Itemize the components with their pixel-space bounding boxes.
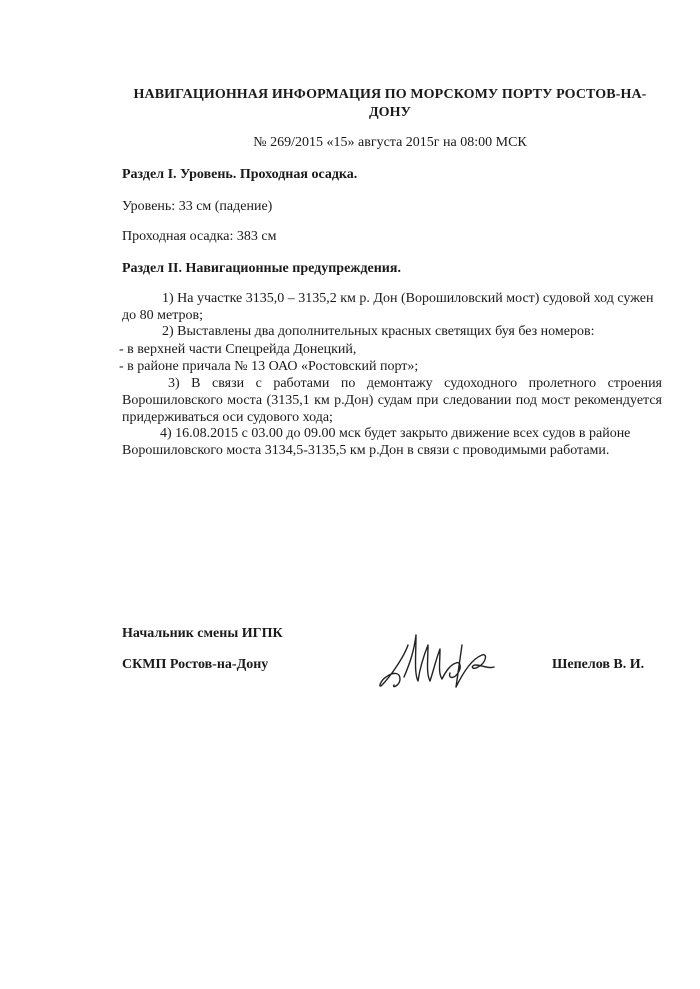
- warning-item-2-line-3: - в районе причала № 13 ОАО «Ростовский порт»;: [119, 359, 419, 374]
- warning-item-2: [122, 323, 662, 340]
- warning-item-3-line-3: придерживаться оси судового хода;: [122, 410, 333, 425]
- water-level-text: Уровень: 33 см (падение): [122, 199, 273, 214]
- handwritten-signature: [370, 615, 520, 705]
- warning-item-2-line-2: - в верхней части Спецрейда Донецкий,: [119, 342, 357, 357]
- warning-item-4: [122, 425, 662, 459]
- warning-item-3-line-1: 3) В связи с работами по демонтажу судоходного пролетного строения: [168, 376, 662, 391]
- signer-position-line-2: СКМП Ростов-на-Дону: [122, 657, 269, 672]
- warning-item-2-line-1: 2) Выставлены два дополнительных красных светящих буя без номеров:: [162, 324, 595, 339]
- section-2-heading: Раздел II. Навигационные предупреждения.: [122, 261, 401, 276]
- passage-draft-text: Проходная осадка: 383 см: [122, 229, 277, 244]
- warning-item-4-line-2: Ворошиловского моста 3134,5-3135,5 км р.Дон в связи с проводимыми работами.: [122, 443, 610, 458]
- signer-position-line-1: Начальник смены ИГПК: [122, 626, 283, 641]
- document-subtitle: № 269/2015 «15» августа 2015г на 08:00 МСК: [253, 135, 527, 150]
- document-title-line-1: НАВИГАЦИОННАЯ ИНФОРМАЦИЯ ПО МОРСКОМУ ПОРТУ РОСТОВ-НА-: [133, 87, 647, 102]
- warning-item-1-line-2: до 80 метров;: [122, 308, 203, 323]
- warning-item-4-line-1: 4) 16.08.2015 с 03.00 до 09.00 мск будет закрыто движение всех судов в районе: [160, 426, 631, 441]
- warning-item-3: [122, 375, 662, 426]
- section-1-heading: Раздел I. Уровень. Проходная осадка.: [122, 167, 358, 182]
- signer-name: Шепелов В. И.: [552, 657, 645, 672]
- document-title: [120, 86, 660, 122]
- warning-item-1-line-1: 1) На участке 3135,0 – 3135,2 км р. Дон (Ворошиловский мост) судовой ход сужен: [162, 291, 654, 306]
- warning-item-3-line-2: Ворошиловского моста (3135,1 км р.Дон) судам при следовании под мост рекомендуется: [122, 393, 662, 408]
- document-title-line-2: ДОНУ: [368, 105, 412, 120]
- warning-item-1: [122, 290, 662, 324]
